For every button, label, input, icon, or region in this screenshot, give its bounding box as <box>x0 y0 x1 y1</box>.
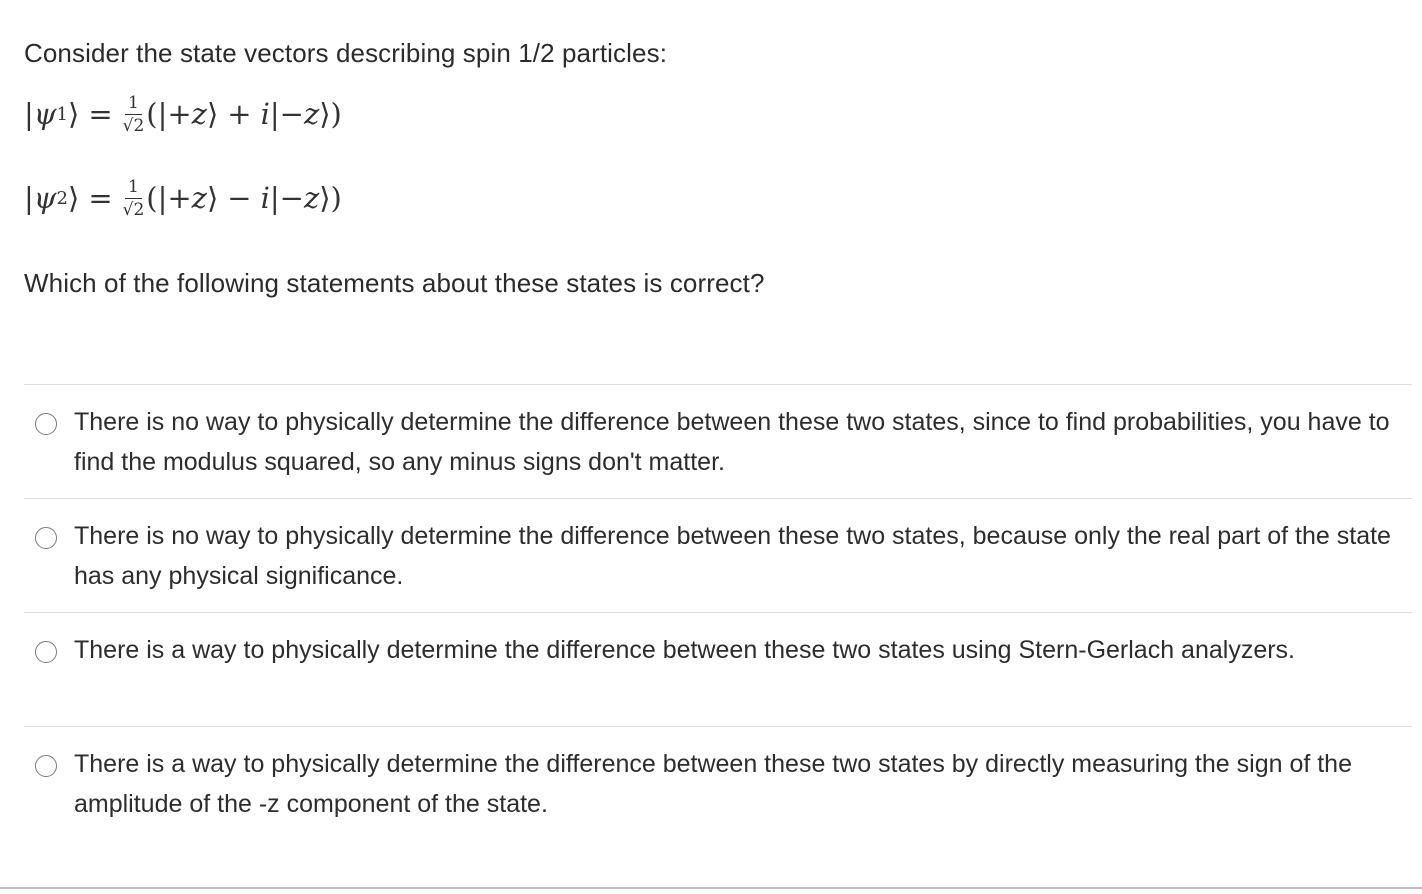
state-equation-1: | ψ 1 ⟩ = $\frac{1}{√2}$ (| +z ⟩ + i | −z ⟩) <box>24 92 342 136</box>
imaginary-unit: i <box>260 181 270 215</box>
ket-minus-z: −z <box>279 181 320 215</box>
answer-option-4[interactable] <box>24 726 1412 846</box>
psi-index: 2 <box>56 187 68 209</box>
answer-option-label: There is a way to physically determine the difference between these two states by directly measuring the sign of the amplitude of the -z component of the state. <box>74 750 1352 818</box>
bottom-divider <box>0 887 1422 889</box>
answer-option-3[interactable] <box>24 612 1412 726</box>
imaginary-unit: i <box>260 97 270 131</box>
radio-button-2[interactable] <box>35 527 57 549</box>
psi-symbol: ψ <box>33 97 57 131</box>
question-intro: Consider the state vectors describing spin 1/2 particles: <box>24 38 668 68</box>
state-equation-2: | ψ 2 ⟩ = $\frac{1}{√2}$ (| +z ⟩ − i | −z ⟩) <box>24 176 342 220</box>
answer-options <box>24 384 1412 846</box>
question-followup: Which of the following statements about these states is correct? <box>24 268 765 298</box>
answer-option-2[interactable] <box>24 498 1412 612</box>
state-operator: + <box>227 97 252 131</box>
coefficient-fraction: $\frac{1}{√2}$ <box>122 92 145 136</box>
ket-plus-z: +z <box>167 181 207 215</box>
psi-symbol: ψ <box>33 181 57 215</box>
answer-option-label: There is no way to physically determine the difference between these two states, since to find probabilities, you have to find the modulus squared, so any minus signs don't matter. <box>74 408 1390 476</box>
state-operator: − <box>227 181 252 215</box>
ket-minus-z: −z <box>279 97 320 131</box>
radio-button-4[interactable] <box>35 755 57 777</box>
answer-option-label: There is a way to physically determine the difference between these two states using Stern-Gerlach analyzers. <box>74 636 1295 664</box>
psi-index: 1 <box>56 103 68 125</box>
radio-button-1[interactable] <box>35 413 57 435</box>
answer-option-label: There is no way to physically determine the difference between these two states, because only the real part of the state has any physical significance. <box>74 522 1391 590</box>
radio-button-3[interactable] <box>35 641 57 663</box>
ket-plus-z: +z <box>167 97 207 131</box>
question-block <box>24 30 1404 306</box>
answer-option-1[interactable] <box>24 384 1412 498</box>
coefficient-fraction: $\frac{1}{√2}$ <box>122 176 145 220</box>
